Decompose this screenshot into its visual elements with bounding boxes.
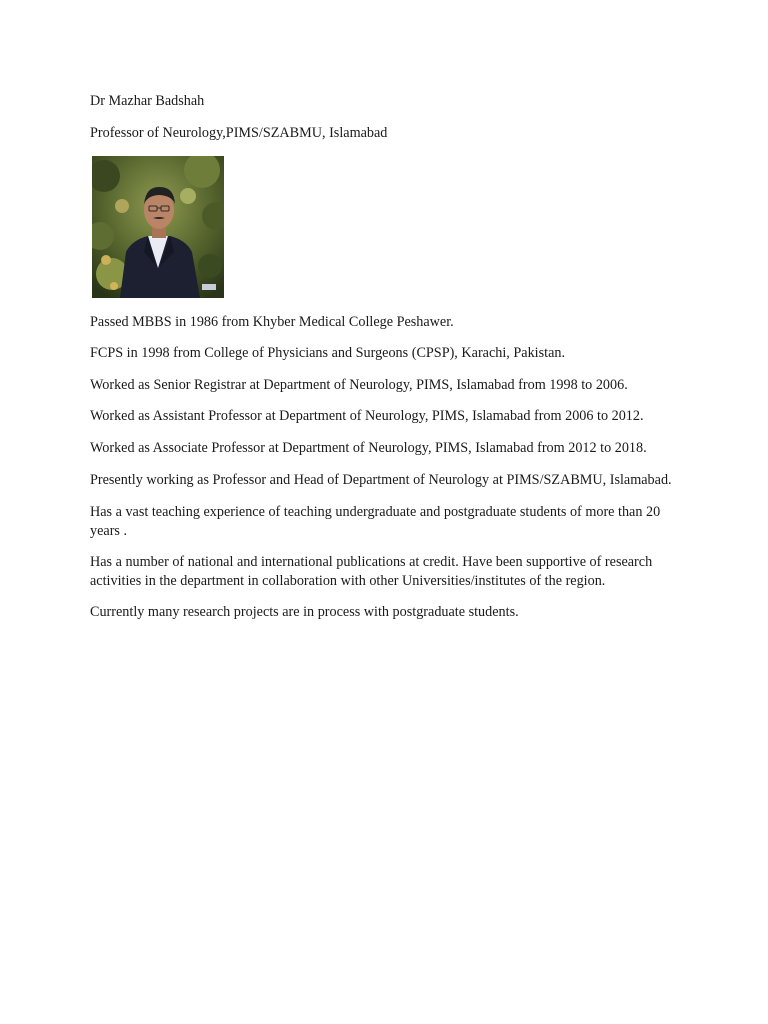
person-title: Professor of Neurology,PIMS/SZABMU, Islamabad	[90, 125, 388, 141]
paragraph-3: Worked as Senior Registrar at Department of Neurology, PIMS, Islamabad from 1998 to 2006.	[90, 377, 628, 393]
paragraph-4: Worked as Assistant Professor at Department of Neurology, PIMS, Islamabad from 2006 to 2012.	[90, 408, 644, 424]
paragraph-5: Worked as Associate Professor at Department of Neurology, PIMS, Islamabad from 2012 to 2018.	[90, 440, 647, 456]
paragraph-6: Presently working as Professor and Head of Department of Neurology at PIMS/SZABMU, Islamabad.	[90, 472, 672, 488]
paragraph-1: Passed MBBS in 1986 from Khyber Medical College Peshawer.	[90, 314, 454, 330]
paragraph-8: Has a number of national and international publications at credit. Have been supportive of research activities in the department in collaboration with other Universities/institutes of the region.	[90, 554, 653, 589]
portrait-photo	[92, 156, 224, 298]
person-name: Dr Mazhar Badshah	[90, 93, 205, 109]
paragraph-9: Currently many research projects are in process with postgraduate students.	[90, 604, 519, 620]
paragraph-7: Has a vast teaching experience of teaching undergraduate and postgraduate students of more than 20 years .	[90, 504, 661, 539]
paragraph-2: FCPS in 1998 from College of Physicians and Surgeons (CPSP), Karachi, Pakistan.	[90, 345, 566, 361]
